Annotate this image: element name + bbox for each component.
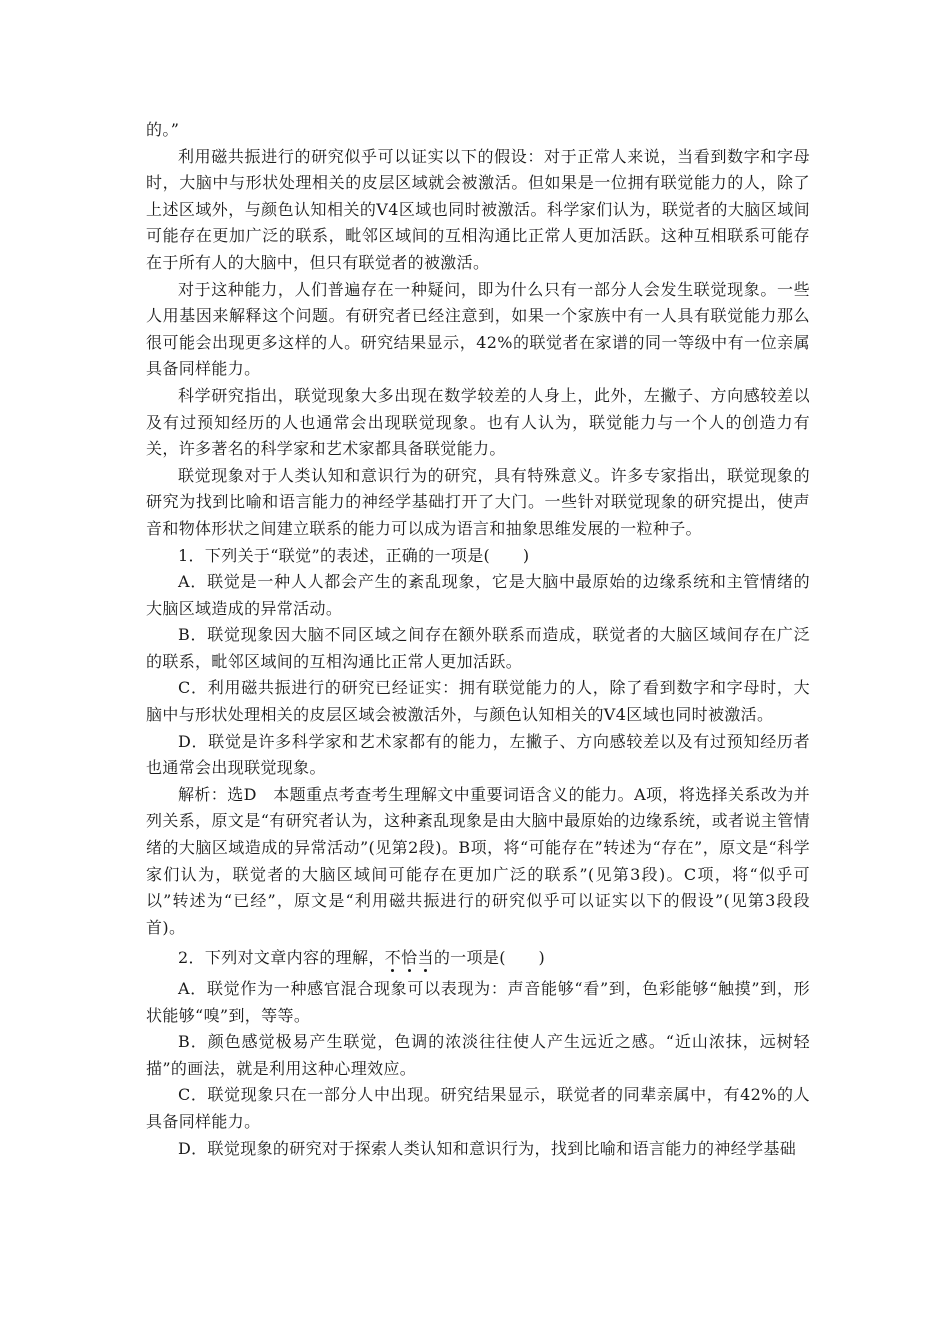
document-page: [146, 117, 810, 1162]
emphasis-dot-char: 不: [384, 948, 402, 968]
question-2-stem-after: 的一项是( ): [433, 948, 546, 968]
question-2-option-b: B．颜色感觉极易产生联觉，色调的浓淡往往使人产生远近之感。“近山浓抹，远树轻描”的画法，就是利用这种心理效应。: [146, 1032, 810, 1078]
paragraph-significance: 联觉现象对于人类认知和意识行为的研究，具有特殊意义。许多专家指出，联觉现象的研究为找到比喻和语言能力的神经学基础打开了大门。一些针对联觉现象的研究提出，使声音和物体形状之间建立联系的能力可以成为语言和抽象思维发展的一粒种子。: [146, 465, 810, 538]
emphasis-dot-char: 当: [417, 948, 434, 968]
question-2-stem: [146, 945, 810, 972]
paragraph-continuation: 的。”: [146, 120, 180, 139]
paragraph-population: 科学研究指出，联觉现象大多出现在数学较差的人身上，此外，左撇子、方向感较差以及有过预知经历的人也通常会出现联觉现象。也有人认为，联觉能力与一个人的创造力有关，许多著名的科学家和艺术家都具备联觉能力。: [146, 385, 810, 459]
question-2-option-d: D．联觉现象的研究对于探索人类认知和意识行为，找到比喻和语言能力的神经学基础: [178, 1138, 797, 1158]
paragraph-mri-hypothesis: 利用磁共振进行的研究似乎可以证实以下的假设：对于正常人来说，当看到数字和字母时，大脑中与形状处理相关的皮层区域就会被激活。但如果是一位拥有联觉能力的人，除了上述区域外，与颜色认知相关的V4区域也同时被激活。科学家们认为，联觉者的大脑区域间可能存在更加广泛的联系，毗邻区域间的互相沟通比正常人更加活跃。这种互相联系可能存在于所有人的大脑中，但只有联觉者的被激活。: [146, 146, 810, 272]
question-1-stem: 1．下列关于“联觉”的表述，正确的一项是( ): [178, 545, 530, 565]
question-2-option-a: A．联觉作为一种感官混合现象可以表现为：声音能够“看”到，色彩能够“触摸”到，形状能够“嗅”到，等等。: [146, 979, 810, 1025]
paragraph-genetics: 对于这种能力，人们普遍存在一种疑问，即为什么只有一部分人会发生联觉现象。一些人用基因来解释这个问题。有研究者已经注意到，如果一个家族中有一人具有联觉能力那么很可能会出现更多这样的人。研究结果显示，42%的联觉者在家谱的同一等级中有一位亲属具备同样能力。: [146, 279, 810, 379]
question-1-option-c: C．利用磁共振进行的研究已经证实：拥有联觉能力的人，除了看到数字和字母时，大脑中与形状处理相关的皮层区域会被激活外，与颜色认知相关的V4区域也同时被激活。: [146, 678, 810, 725]
question-1-option-a: A．联觉是一种人人都会产生的紊乱现象，它是大脑中最原始的边缘系统和主管情绪的大脑区域造成的异常活动。: [146, 572, 810, 618]
question-1-analysis: 解析：选D 本题重点考查考生理解文中重要词语含义的能力。A项，将选择关系改为并列关系，原文是“有研究者认为，这种紊乱现象是由大脑中最原始的边缘系统，或者说主管情绪的大脑区域造成的异常活动”(见第2段)。B项，将“可能存在”转述为“存在”，原文是“科学家们认为，联觉者的大脑区域间可能存在更加广泛的联系”(见第3段)。C项，将“似乎可以”转述为“已经”，原文是“利用磁共振进行的研究似乎可以证实以下的假设”(见第3段段首)。: [146, 784, 810, 937]
question-2-stem-before: 2．下列对文章内容的理解，: [178, 948, 385, 968]
question-1-option-b: B．联觉现象因大脑不同区域之间存在额外联系而造成，联觉者的大脑区域间存在广泛的联系，毗邻区域间的互相沟通比正常人更加活跃。: [146, 625, 810, 671]
question-2-option-c: C．联觉现象只在一部分人中出现。研究结果显示，联觉者的同辈亲属中，有42%的人具备同样能力。: [146, 1085, 810, 1131]
emphasis-dot-char: 恰: [401, 948, 418, 968]
question-1-option-d: D．联觉是许多科学家和艺术家都有的能力，左撇子、方向感较差以及有过预知经历者也通常会出现联觉现象。: [146, 731, 810, 778]
